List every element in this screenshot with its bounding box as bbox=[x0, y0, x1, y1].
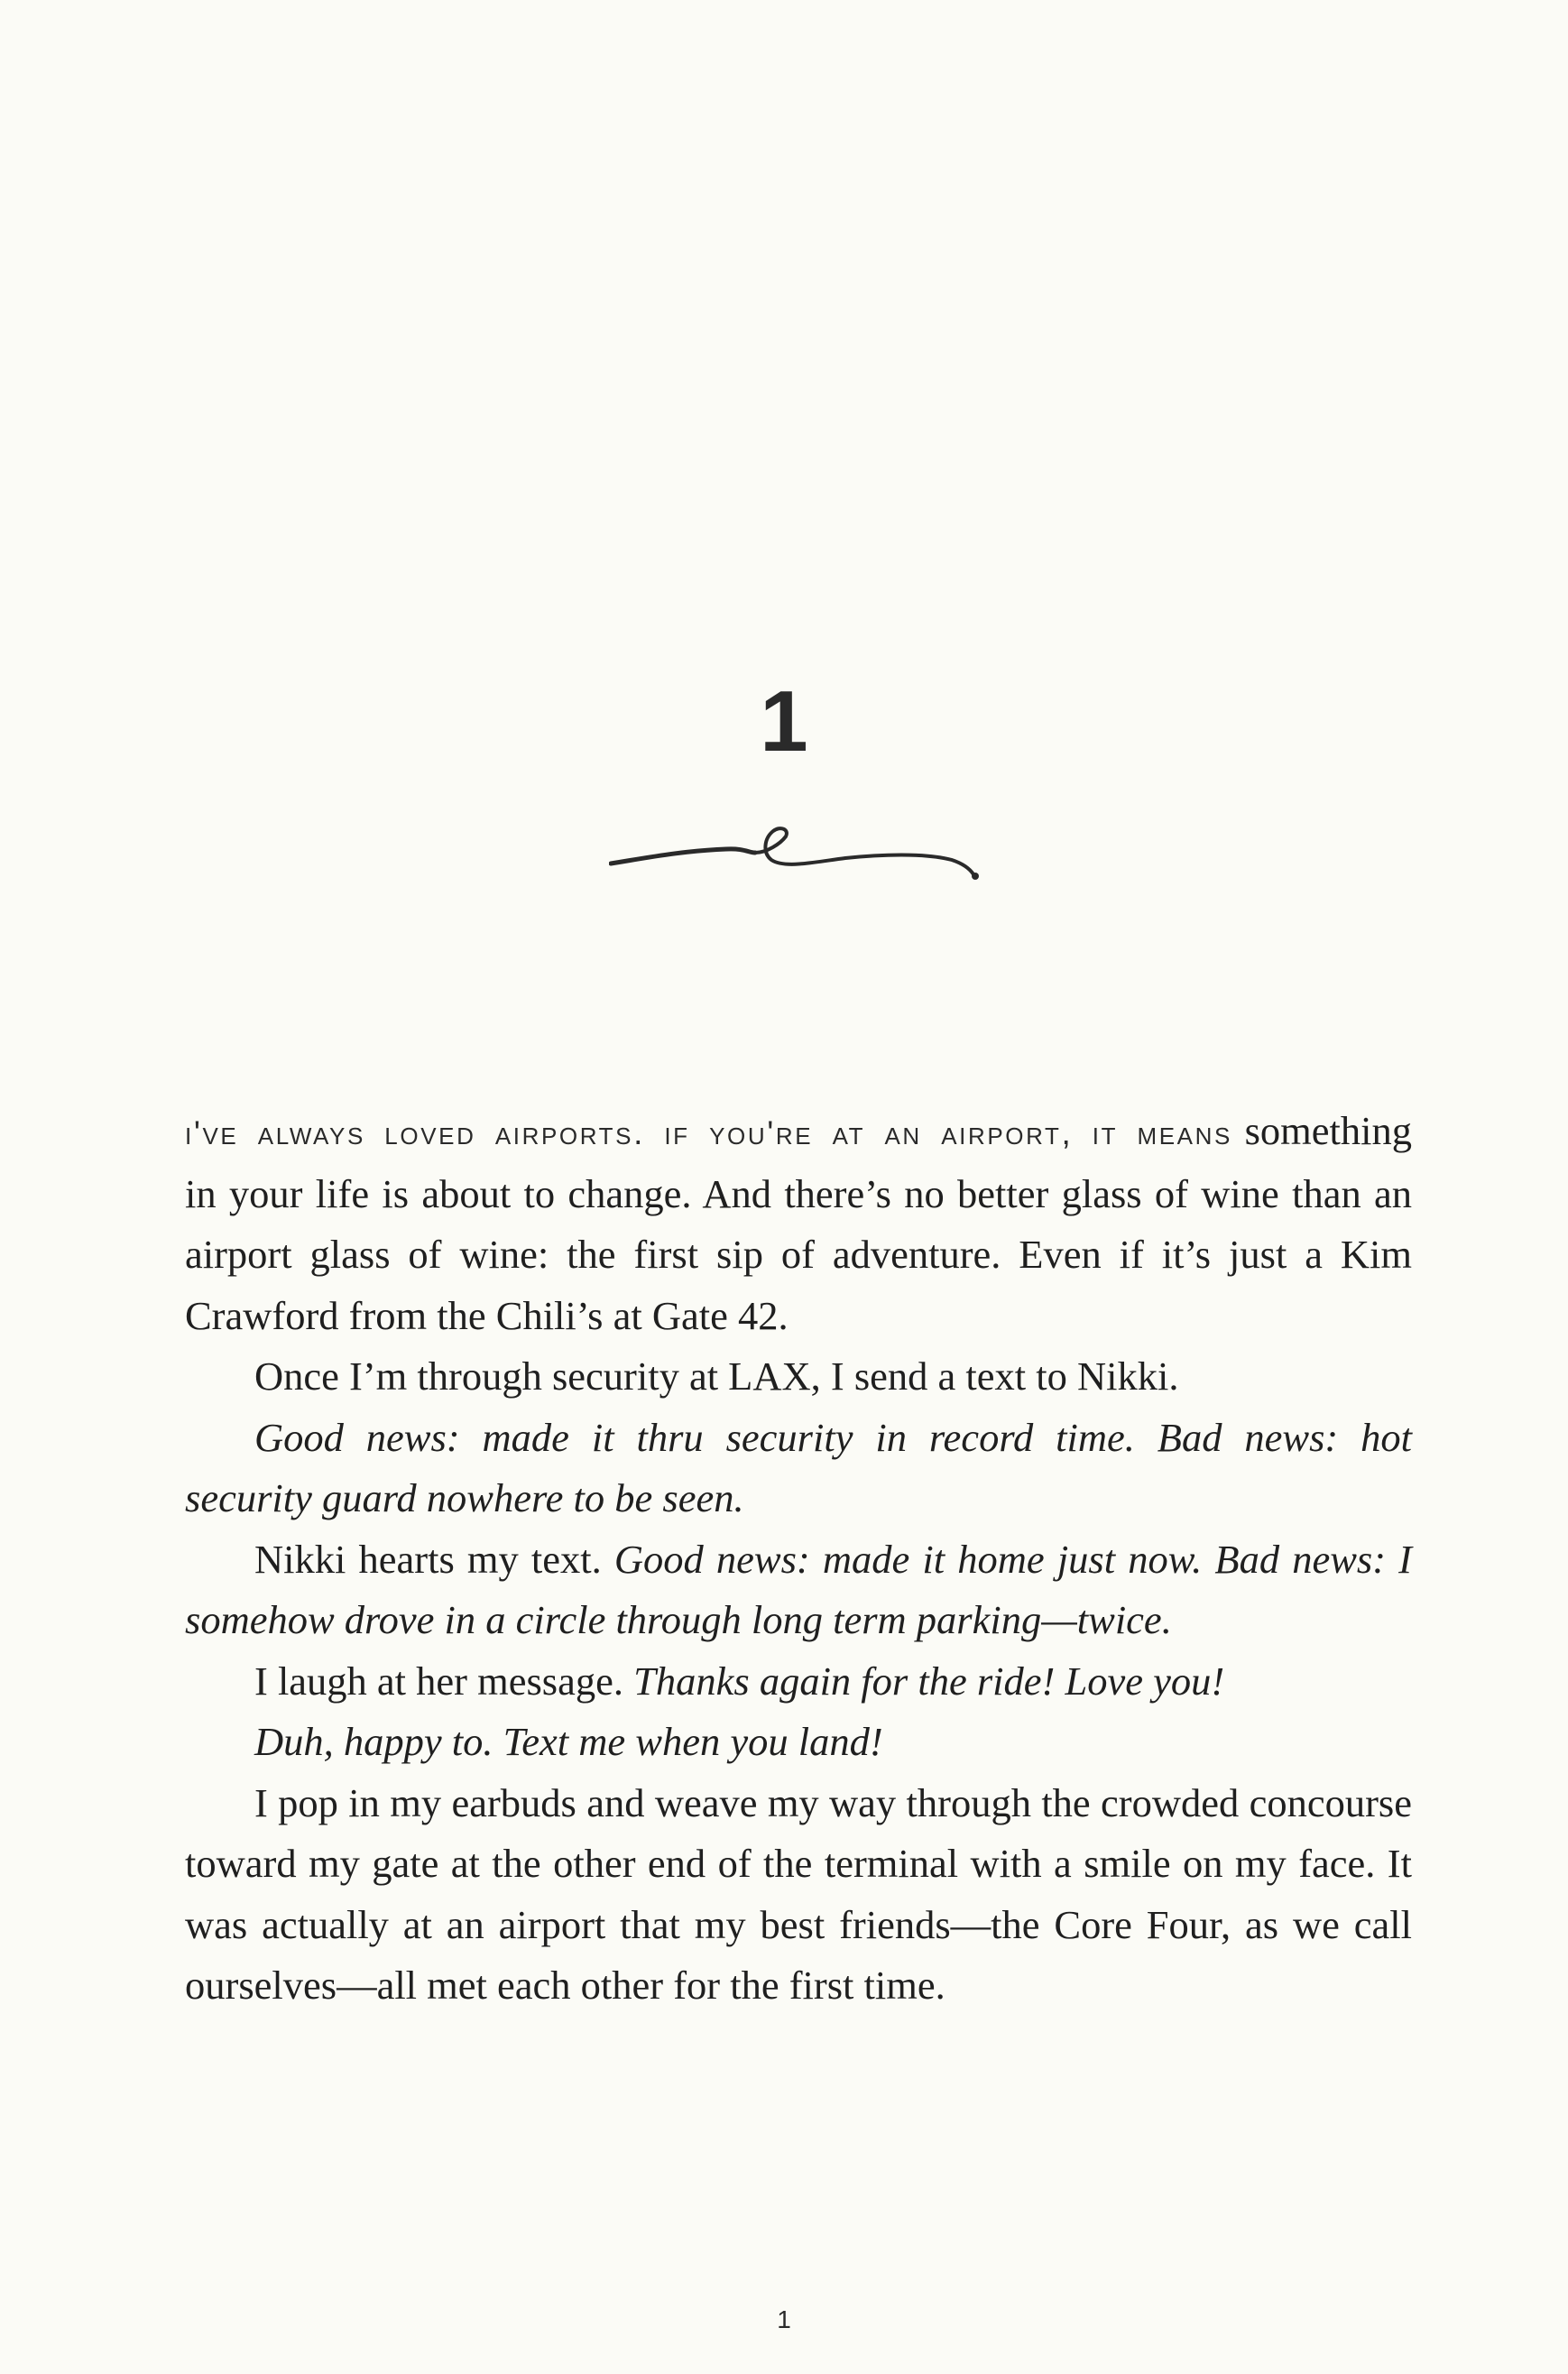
opening-small-caps: i've always loved airports. if you're at an airport, it means bbox=[185, 1114, 1232, 1151]
paragraph-2 bbox=[185, 1346, 1412, 1408]
paragraph-text: I pop in my earbuds and weave my way through the crowded concourse toward my gate at the other end of the terminal with a smile on my face. It was actually at an airport that my best friends—the Core Four, as we call ourselves—all met each other for the first time. bbox=[185, 1779, 1412, 2008]
swash-flourish-icon bbox=[609, 817, 997, 889]
paragraph-4 bbox=[185, 1529, 1412, 1651]
text-message: Good news: made it home just now. Bad news: I somehow drove in a circle through long term parking—twice. bbox=[185, 1536, 1412, 1642]
chapter-body bbox=[185, 1101, 1412, 2017]
paragraph-5 bbox=[185, 1651, 1412, 1713]
paragraph-text: Once I’m through security at LAX, I send a text to Nikki. bbox=[254, 1353, 1179, 1399]
paragraph-text: something in your life is about to change. And there’s no better glass of wine than an airport glass of wine: the first sip of adventure. Even if it’s just a Kim Crawford from the Chili’s at Gate 42. bbox=[185, 1108, 1412, 1338]
page-number: 1 bbox=[777, 2305, 791, 2333]
paragraph-1 bbox=[185, 1101, 1412, 1346]
paragraph-text: Nikki hearts my text. bbox=[254, 1536, 614, 1582]
paragraph-6 bbox=[185, 1712, 1412, 1773]
text-message: Good news: made it thru security in record time. Bad news: hot security guard nowhere to be seen. bbox=[185, 1414, 1412, 1520]
chapter-number: 1 bbox=[760, 673, 808, 770]
text-message: Duh, happy to. Text me when you land! bbox=[254, 1719, 883, 1764]
text-message: Thanks again for the ride! Love you! bbox=[633, 1658, 1225, 1704]
paragraph-text: I laugh at her message. bbox=[254, 1658, 634, 1704]
paragraph-3 bbox=[185, 1408, 1412, 1529]
paragraph-7 bbox=[185, 1773, 1412, 2017]
